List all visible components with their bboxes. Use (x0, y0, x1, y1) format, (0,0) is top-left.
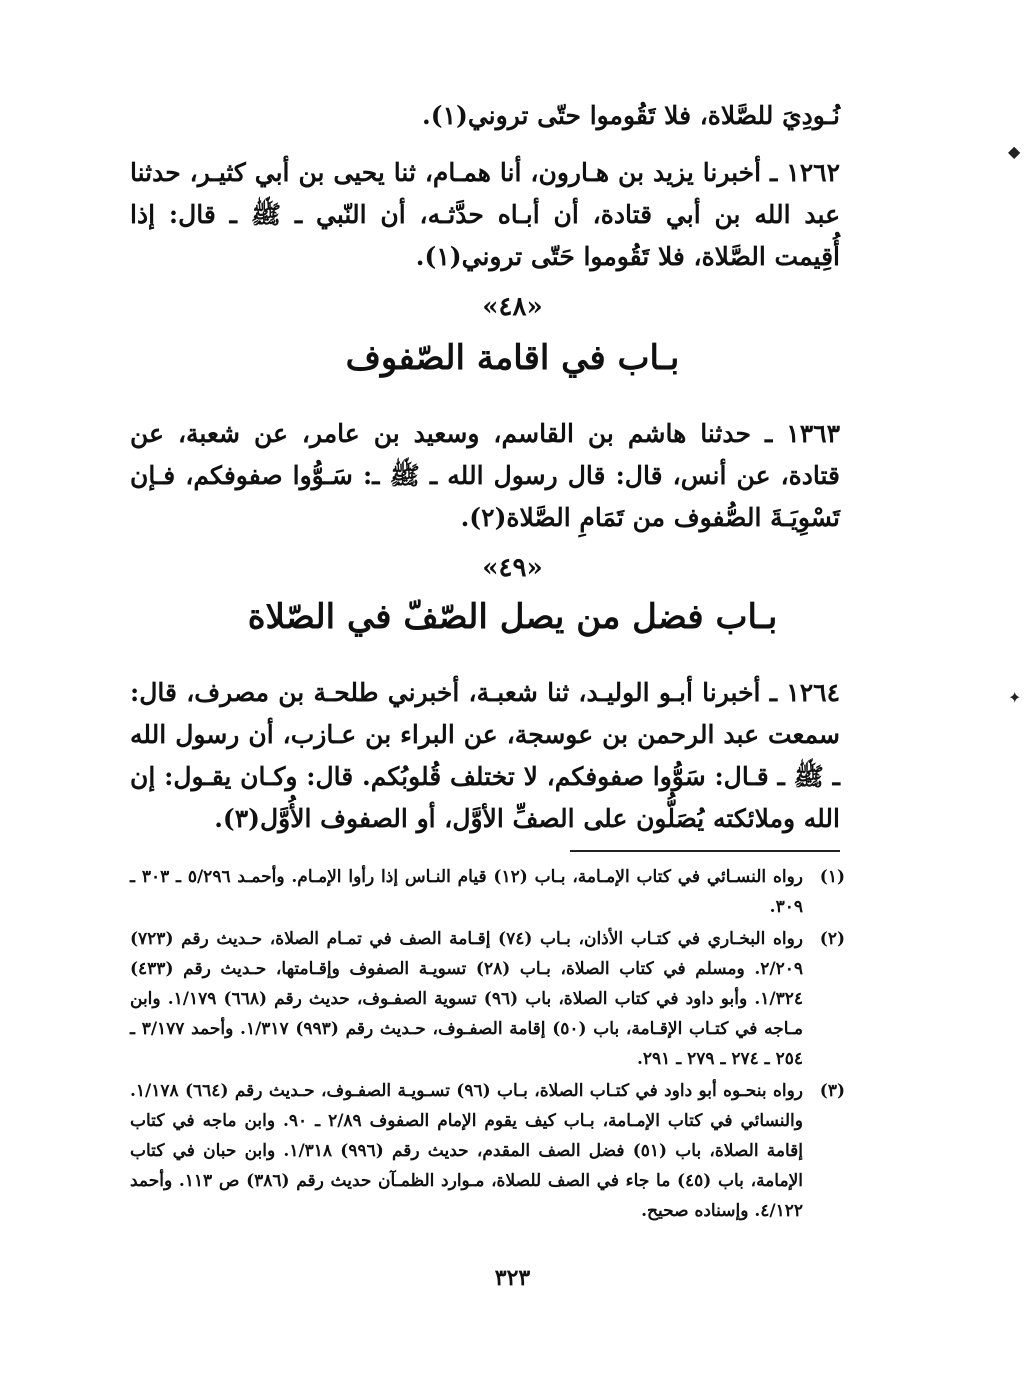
footnotes (130, 862, 845, 1228)
footnote-2-number: (٢) (819, 929, 845, 949)
margin-mark-icon: ✦ (1008, 688, 1022, 707)
hadith-1262 (130, 152, 840, 278)
footnote-3-text: رواه بنحـوه أبو داود في كتـاب الصلاة، بـاب (٩٦) تسـويـة الصفـوف، حـديث رقم (٦٦٤) ١/١٧٨. والنسائي في كتاب الإمـامة، بـاب كيف يقوم الإمام الصفوف ٢/٨٩ ـ ٩٠. وابن ماجه في كتاب إقامة الصلاة، باب (٥١) فضل الصف المقدم، حديث رقم (٩٩٦) ١/٣١٨. وابن حبان في كتاب الإمامة، باب (٤٥) ما جاء في الصف للصلاة، مـوارد الظمـآن حديث رقم (٣٨٦) ص ١١٣. وأحمد ٤/١٢٢. وإسناده صحيح. (130, 1081, 803, 1221)
page-number: ٣٢٣ (494, 1265, 531, 1291)
footnote-1-number: (١) (819, 867, 845, 887)
footnote-2-text: رواه البخـاري في كتـاب الأذان، بـاب (٧٤) إقـامة الصف في تمـام الصلاة، حـديث رقم (٧٢٣) ٢/٢٠٩. ومسلم في كتاب الصلاة، بـاب (٢٨) تسويـة الصفوف وإقـامتها، حـديث رقم (٤٣٣) ١/٣٢٤. وأبو داود في كتاب الصلاة، باب (٩٦) تسوية الصفـوف، حديث رقم (٦٦٨) ١/١٧٩. وابن مـاجه في كتـاب الإقـامة، باب (٥٠) إقامة الصفـوف، حـديث رقم (٩٩٣) ١/٣١٧. وأحمد ٣/١٧٧ ـ ٢٥٤ ـ ٢٧٤ ـ ٢٧٩ ـ ٢٩١. (130, 929, 803, 1069)
chapter-49-number: «٤٩» (482, 553, 543, 583)
margin-mark-icon: ◆ (1008, 142, 1021, 161)
paragraph-intro-text: نُـودِيَ للصَّلاة، فلا تَقُوموا حتّى تروني(١). (422, 101, 840, 130)
chapter-49-title: بـاب فضل من يصل الصّفّ في الصّلاة (247, 597, 778, 637)
footnote-3 (130, 1076, 845, 1226)
footnote-1 (130, 862, 845, 922)
chapter-48-title: بـاب في اقامة الصّفوف (345, 338, 680, 378)
footnote-2 (130, 924, 845, 1074)
hadith-1262-text: ١٢٦٢ ـ أخبرنا يزيد بن هـارون، أنا همـام، ثنا يحيى بن أبي كثيـر، حدثنا عبد الله بن أبي قتادة، أن أبـاه حدَّثـه، أن النّبي ـ ﷺ ـ قال: إذا أُقِيمت الصَّلاة، فلا تَقُوموا حَتّى تروني(١). (130, 158, 840, 271)
hadith-1263-text: ١٣٦٣ ـ حدثنا هاشم بن القاسم، وسعيد بن عامر، عن شعبة، عن قتادة، عن أنس، قال: قال رسول الله ـ ﷺ ـ: سَـوُّوا صفوفكم، فـإن تَسْوِيَـةَ الصُّفوف من تَمَامِ الصَّلاة(٢). (130, 419, 840, 532)
footnote-3-number: (٣) (819, 1081, 845, 1101)
footnote-1-text: رواه النسـائي في كتاب الإمـامة، بـاب (١٢) قيام النـاس إذا رأوا الإمـام. وأحمـد ٥/٢٩٦ ـ ٣٠٣ ـ ٣٠٩. (130, 867, 804, 917)
hadith-1264-text: ١٢٦٤ ـ أخبرنا أبـو الوليـد، ثنا شعبـة، أخبرني طلحـة بن مصرف، قال: سمعت عبد الرحمن بن عوسجة، عن البراء بن عـازب، أن رسول الله ـ ﷺ ـ قـال: سَوُّوا صفوفكم، لا تختلف قُلوبُكم. قال: وكـان يقـول: إن الله وملائكته يُصَلُّون على الصفِّ الأوَّل، أو الصفوف الأُوَّل(٣). (130, 678, 840, 833)
chapter-48-number: «٤٨» (482, 292, 543, 322)
footnote-divider (570, 850, 840, 852)
paragraph-intro (130, 95, 840, 137)
hadith-1264 (130, 672, 840, 840)
hadith-1263 (130, 413, 840, 539)
